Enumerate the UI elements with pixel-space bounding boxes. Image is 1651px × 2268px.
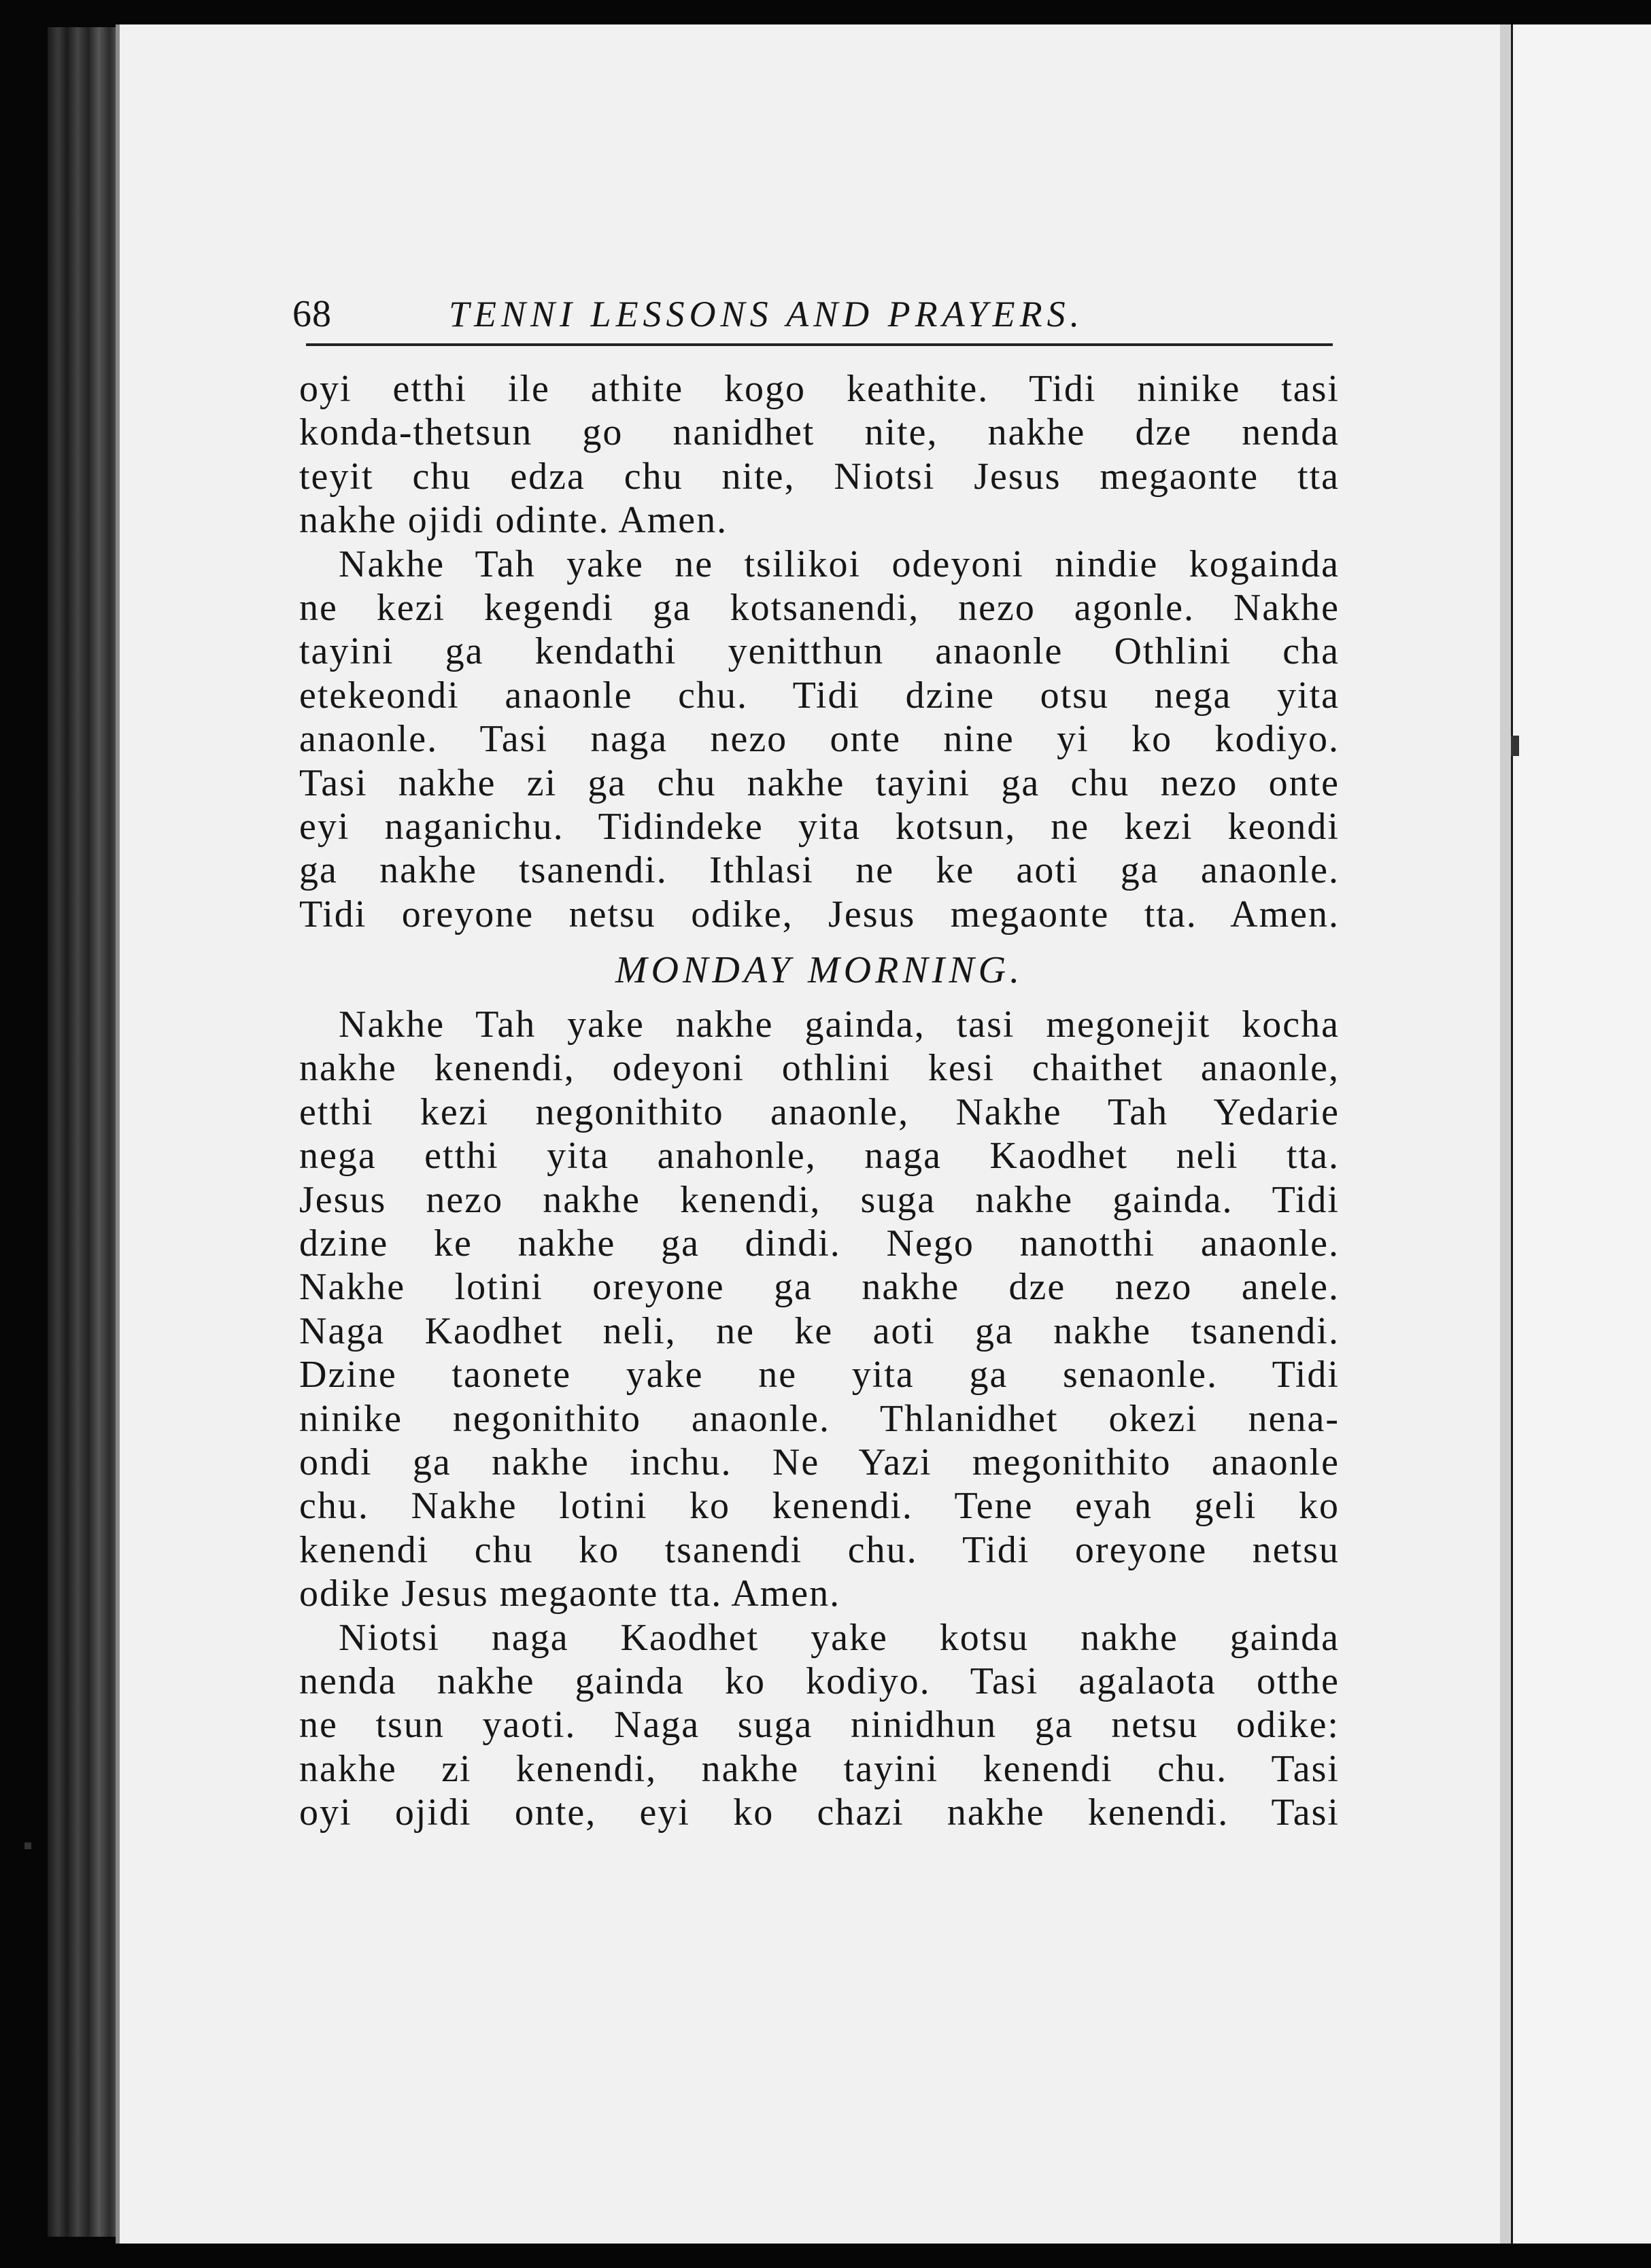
- text-block: [299, 367, 1340, 1835]
- text-line: ninike negonithito anaonle. Thlanidhet okezi nena-: [299, 1397, 1340, 1440]
- text-line: ondi ga nakhe inchu. Ne Yazi megonithito anaonle: [299, 1441, 1340, 1483]
- scan-speck: [24, 1842, 31, 1849]
- text-line: Niotsi naga Kaodhet yake kotsu nakhe gainda: [339, 1616, 1340, 1659]
- text-line: nakhe ojidi odinte. Amen.: [299, 499, 728, 542]
- monday-prayer-paragraph-2: [299, 1616, 1340, 1835]
- text-line: ga nakhe tsanendi. Ithlasi ne ke aoti ga anaonle.: [299, 849, 1340, 892]
- text-line: nega etthi yita anahonle, naga Kaodhet neli tta.: [299, 1135, 1340, 1178]
- text-line: oyi etthi ile athite kogo keathite. Tidi ninike tasi: [299, 368, 1340, 410]
- running-title: TENNI LESSONS AND PRAYERS.: [449, 294, 1085, 334]
- text-line: kenendi chu ko tsanendi chu. Tidi oreyone netsu: [299, 1528, 1340, 1571]
- text-line: Dzine taonete yake ne yita ga senaonle. Tidi: [299, 1354, 1340, 1396]
- monday-prayer-paragraph: [299, 1003, 1340, 1615]
- prayer-paragraph: [299, 543, 1340, 937]
- text-line: Jesus nezo nakhe kenendi, suga nakhe gainda. Tidi: [299, 1178, 1340, 1221]
- text-line: Tasi nakhe zi ga chu nakhe tayini ga chu nezo onte: [299, 761, 1340, 804]
- text-line: teyit chu edza chu nite, Niotsi Jesus megaonte tta: [299, 455, 1340, 498]
- text-line: Naga Kaodhet neli, ne ke aoti ga nakhe tsanendi.: [299, 1309, 1340, 1352]
- text-line: nakhe kenendi, odeyoni othlini kesi chaithet anaonle,: [299, 1047, 1340, 1090]
- continuation-paragraph: [299, 367, 1340, 543]
- text-line: ne tsun yaoti. Naga suga ninidhun ga netsu odike:: [299, 1704, 1340, 1747]
- facing-page-edge: [1511, 24, 1651, 2244]
- text-line: etekeondi anaonle chu. Tidi dzine otsu nega yita: [299, 674, 1340, 717]
- page-fold-shadow: [1500, 24, 1511, 2244]
- text-line: chu. Nakhe lotini ko kenendi. Tene eyah geli ko: [299, 1485, 1340, 1528]
- text-line: eyi naganichu. Tidindeke yita kotsun, ne kezi keondi: [299, 805, 1340, 848]
- text-line: nenda nakhe gainda ko kodiyo. Tasi agalaota otthe: [299, 1660, 1340, 1702]
- text-line: tayini ga kendathi yenitthun anaonle Othlini cha: [299, 630, 1340, 673]
- text-line: dzine ke nakhe ga dindi. Nego nanotthi anaonle.: [299, 1222, 1340, 1265]
- text-line: etthi kezi negonithito anaonle, Nakhe Tah Yedarie: [299, 1090, 1340, 1133]
- running-head: [292, 280, 1346, 348]
- scan-speck: [1511, 736, 1519, 756]
- section-heading: MONDAY MORNING.: [615, 949, 1024, 992]
- text-line: Nakhe Tah yake ne tsilikoi odeyoni nindie kogainda: [339, 543, 1340, 585]
- page-number: 68: [292, 293, 332, 335]
- text-line: Tidi oreyone netsu odike, Jesus megaonte tta. Amen.: [299, 893, 1340, 935]
- header-rule: [306, 343, 1333, 346]
- text-line: konda-thetsun go nanidhet nite, nakhe dze nenda: [299, 411, 1340, 454]
- text-line: odike Jesus megaonte tta. Amen.: [299, 1573, 841, 1615]
- text-line: ne kezi kegendi ga kotsanendi, nezo agonle. Nakhe: [299, 586, 1340, 629]
- text-line: Nakhe lotini oreyone ga nakhe dze nezo anele.: [299, 1266, 1340, 1309]
- text-line: Nakhe Tah yake nakhe gainda, tasi megonejit kocha: [339, 1003, 1340, 1046]
- text-line: nakhe zi kenendi, nakhe tayini kenendi chu. Tasi: [299, 1747, 1340, 1790]
- text-line: anaonle. Tasi naga nezo onte nine yi ko kodiyo.: [299, 718, 1340, 761]
- text-line: oyi ojidi onte, eyi ko chazi nakhe kenendi. Tasi: [299, 1791, 1340, 1834]
